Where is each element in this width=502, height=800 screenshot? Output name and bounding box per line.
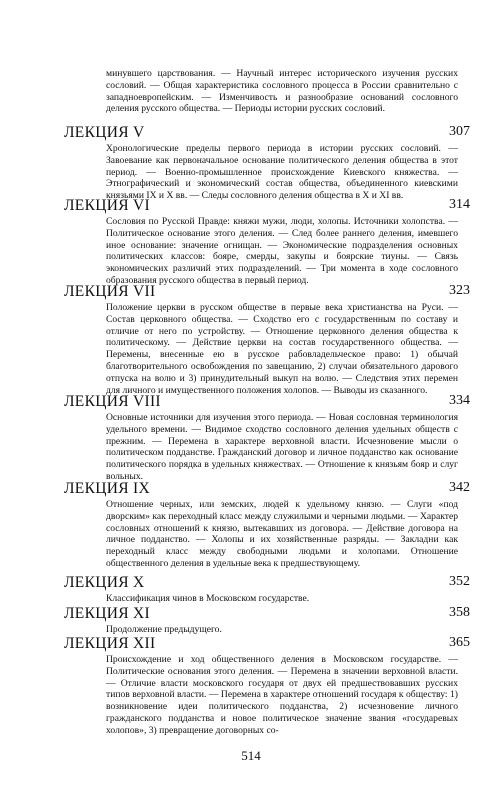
page-reference: 342 [449, 480, 470, 495]
lecture-title: ЛЕКЦИЯ VI [64, 197, 150, 214]
lecture-title: ЛЕКЦИЯ XII [64, 635, 156, 652]
lecture-summary: Хронологические пределы первого периода в истории русских сословий. — Завоевание как первоначальное основание политического деления общества в этот период. — Военно-промышленное происхождение Киевского княжества. — Этнографический и экономический состав общества, объединенного киевскими князьями IX и X вв. — Следы сословного деления общества в X и XI вв. [106, 143, 458, 202]
intro-text: минувшего царствования. — Научный интерес исторического изучения русских сословий. — Общая характеристика сословного процесса в России сравнительно с западноевропейским. — Изменчивость и разнообразие оснований сословного деления русского общества. — Периоды истории русских сословий. [106, 68, 458, 115]
lecture-title: ЛЕКЦИЯ X [64, 574, 145, 591]
lecture-summary: Продолжение предыдущего. [106, 624, 222, 635]
page-reference: 334 [449, 393, 470, 408]
page-reference: 358 [449, 605, 470, 620]
intro-paragraph [106, 68, 458, 115]
lecture-title: ЛЕКЦИЯ XI [64, 605, 150, 622]
lecture-title: ЛЕКЦИЯ V [64, 124, 145, 141]
page-reference: 323 [449, 283, 470, 298]
page-reference: 352 [449, 574, 470, 589]
lecture-summary: Отношение черных, или земских, людей к удельному князю. — Слуги «под дворским» как переходный класс между служилыми и черными людьми. — Характер сословных отношений к князю, вытекавших из договора. — Действие договора на личное подданство. — Холопы и их хозяйственные разряды. — Закладни как переходный класс между свободными людьми и холопами. Отношение общественного деления в удельные века к предшествующему. [106, 499, 458, 569]
lecture-summary: Основные источники для изучения этого периода. — Новая сословная терминология удельного времени. — Видимое сходство сословного деления удельных обществ с прежним. — Перемена в характере верховной власти. Исчезновение мысли о политическом подданстве. Гражданский договор и личное подданство как основание политического порядка в удельных княжествах. — Отношение к князьям бояр и слуг вольных. [106, 412, 458, 482]
lecture-title: ЛЕКЦИЯ IX [64, 480, 150, 497]
lecture-title: ЛЕКЦИЯ VII [64, 283, 156, 300]
page-reference: 307 [449, 124, 470, 139]
lecture-summary: Происхождение и ход общественного деления в Московском государстве. — Политические основания этого деления. — Перемена в значении верховной власти. — Отличие власти московского государя от двух ей предшествовавших русских типов верховной власти. — Перемена в характере отношений государя к обществу: 1) возникновение идеи политического подданства, 2) исчезновение личного гражданского подданства и новое политическое значение звания «государевых холопов», 3) превращение договорных со- [106, 654, 458, 736]
lecture-summary: Положение церкви в русском обществе в первые века христианства на Руси. — Состав церковного общества. — Сходство его с государственным по составу и отличие от него по устройству. — Отношение церковного деления общества к политическому. — Действие церкви на состав государственного общества. — Перемены, внесенные ею в русское рабовладельческое право: 1) обычай благотворительного освобождения по завещанию, 2) случаи обязательного дарового отпуска на волю и 3) принудительный выкуп на волю. — Следствия этих перемен для личного и имущественного положения холопов. — Выводы из сказанного. [106, 302, 458, 396]
page-reference: 365 [449, 635, 470, 650]
lecture-summary: Классификация чинов в Московском государстве. [106, 593, 310, 604]
lecture-summary: Сословия по Русской Правде: княжи мужи, люди, холопы. Источники холопства. — Политическое основание этого деления. — След более раннего деления, имевшего иное основание: значение огнищан. — Экономические подразделения основных политических классов: бояре, смерды, закупы и боярские тиуны. — Связь экономических различий этих подразделений. — Три момента в ходе сословного образования русского общества в первый период. [106, 216, 458, 286]
page-number: 514 [241, 748, 261, 763]
lecture-title: ЛЕКЦИЯ VIII [64, 393, 161, 410]
page-reference: 314 [449, 197, 470, 212]
